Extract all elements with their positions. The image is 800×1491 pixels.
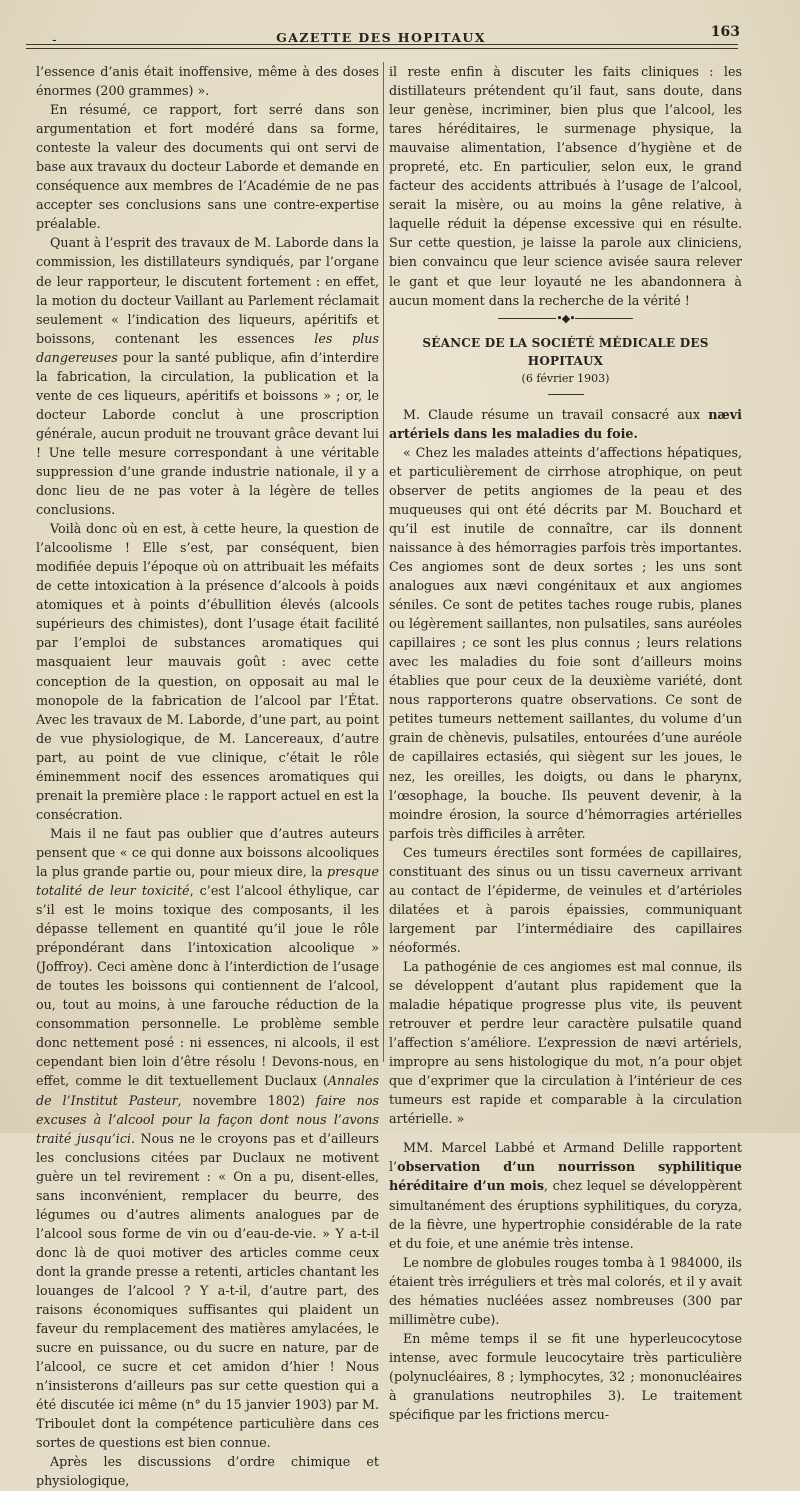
paragraph <box>389 405 742 443</box>
section-date: (6 février 1903) <box>521 371 610 385</box>
text-run: , c’est l’alcool éthylique, car s’il est le moins toxique des composants, il les dépasse tellement en quantité qu’il joue le rôle prépondérant dans l’intoxication alcoolique » (Joffroy). Ceci amène donc à l’interdiction de l’usage de toutes les boissons qui contiennent de l’alcool, ou, tout au moins, à une farouche réduction de la consommation personnelle. Le problème semble donc nettement posé : ni essences, ni alcools, il est cependant bien loin d’être résolu ! Devons-nous, en effet, comme le dit textuellement Duclaux ( <box>36 883 380 1089</box>
header-rule-thin <box>26 48 738 49</box>
page-number: 163 <box>710 24 740 40</box>
paragraph: Ces tumeurs érectiles sont formées de capillaires, constituant des sinus ou un tissu caverneux arrivant au contact de l’épiderme, de veinules et d’artérioles dilatées et à parois épaissies, communiquant largement par l’intermédiaire des capillaires néoformés. <box>389 844 742 955</box>
text-run: , novembre 1802) <box>177 1092 316 1108</box>
text-run: Quant à l’esprit des travaux de M. Laborde dans la commission, les distillateurs syndiqués, par l’organe de leur rapporteur, le discutent fortement : en effet, la motion du docteur Vaillant au Parlement réclamait seulement « l’indication des liqueurs, apéritifs et boissons, contenant les essences <box>36 235 379 346</box>
text-run: M. Claude résume un travail consacré aux <box>403 406 709 422</box>
header-rule-thick <box>26 44 738 45</box>
bold-run: nævi artériels dans les maladies du foie. <box>389 406 742 441</box>
paragraph: Après les discussions d’ordre chimique et physiologique, <box>36 1454 379 1489</box>
right-intro-paragraph: il reste enfin à discuter les faits cliniques : les distillateurs prétendent qu’il faut, sans doute, dans leur genèse, incriminer, bien plus que l’alcool, les tares héréditaires, le surmenage physique, la mauvaise alimentation, l’absence d’hygiène et de propreté, etc. En particulier, selon eux, le grand facteur des accidents attribués à l’usage de l’alcool, serait la misère, ou au moins la gêne relative, à laquelle réduit la dépense excessive qui en résulte. Sur cette question, je laisse la parole aux cliniciens, bien convaincu que leur science avisée saura relever le gant et que leur loyauté ne les abandonnera à aucun moment dans la recherche de la vérité ! <box>389 64 742 308</box>
paragraph <box>36 233 379 519</box>
paragraph: En résumé, ce rapport, fort serré dans son argumentation et fort modéré dans sa forme, conteste la valeur des documents qui ont servi de base aux travaux du docteur Laborde et demande en conséquence aux membres de l’Académie de ne pas accepter ses conclusions sans une contre-expertise préalable. <box>36 102 379 232</box>
text-run: Mais il ne faut pas oublier que d’autres auteurs pensent que « ce qui donne aux boissons alcooliques la plus grande partie ou, pour mieux dire, la <box>36 825 379 879</box>
paragraph: l’essence d’anis était inoffensive, même à des doses énormes (200 grammes) ». <box>36 64 379 99</box>
header-mark: - <box>52 32 57 48</box>
paragraph <box>389 1138 742 1252</box>
left-column <box>36 62 379 1491</box>
paragraph: « Chez les malades atteints d’affections hépatiques, et particulièrement de cirrhose atrophique, on peut observer de petits angiomes de la peau et des muqueuses qui ont été décrits par M. Bouchard et qu’il est inutile de connaître, car ils donnent naissance à des hémorragies parfois très importantes. Ces angiomes sont de deux sortes ; les uns sont analogues aux nævi congénitaux et aux angiomes séniles. Ce sont de petites taches rouge rubis, planes ou légèrement saillantes, non pulsatiles, sans auréoles capillaires ; ce sont les plus connus ; leurs relations avec les maladies du foie sont d’ailleurs moins établies que pour ceux de la deuxième variété, dont nous rapporterons quatre observations. Ce sont de petites tumeurs nettement saillantes, du volume d’un grain de chènevis, pulsatiles, entourées d’une auréole de capillaires ectasiés, qui siègent sur les joues, le nez, les oreilles, les doigts, ou dans le pharynx, l’œsophage, la bouche. Ils peuvent devenir, à la moindre érosion, la source d’hémorragies artérielles parfois très difficiles à arrêter. <box>389 444 742 841</box>
paragraph: En même temps il se fit une hyperleucocytose intense, avec formule leucocytaire très particulière (polynucléaires, 8 ; lymphocytes, 32 ; mononucléaires à granulations neutrophiles 3). Le traitement spécifique par les frictions mercu- <box>389 1330 742 1423</box>
italic-run: faire nos excuses à l’alcool pour la façon dont nous l’avons traité jusqu’ici <box>36 1092 379 1146</box>
text-run: MM. Marcel Labbé et Armand Delille rapportent l’ <box>389 1140 742 1175</box>
text-run: . Nous ne le croyons pas et d’ailleurs les conclusions citées par Duclaux ne motivent guère un tel revirement : « On a pu, disent-elles, sans inconvénient, remplacer du beurre, des légumes ou d’autres aliments analogues par de l’alcool sous forme de vin ou d’eau-de-vie. » Y a-t-il donc là de quoi motiver des articles comme ceux dont la grande presse a retenti, articles chantant les louanges de l’alcool ? Y a-t-il, d’autre part, des raisons économiques suffisantes qui plaident un faveur du remplacement des matières amylacées, le sucre en puissance, ou du sucre en nature, par de l’alcool, ce sucre et cet amidon d’hier ! Nous n’insisterons d’ailleurs pas sur cette question qui a été discutée ici même (n° du 15 janvier 1903) par M. Triboulet dont la compétence particulière dans ces sortes de questions est bien connue. <box>36 1130 379 1451</box>
section-title: SÉANCE DE LA SOCIÉTÉ MÉDICALE DES HOPITAUX <box>422 335 709 368</box>
paragraph: La pathogénie de ces angiomes est mal connue, ils se développent d’autant plus rapidement que la maladie hépatique progresse plus vite, ils peuvent retrouver et perdre leur caractère pulsatile quand l’affection s’améliore. L’expression de nævi artériels, impropre au sens histologique du mot, n’a pour objet que d’exprimer que la circulation à l’intérieur de ces tumeurs est rapide et comparable à la circulation artérielle. » <box>389 958 742 1127</box>
column-separator <box>383 62 384 1062</box>
text-run: , chez lequel se développèrent simultanément des éruptions syphilitiques, du coryza, de la fièvre, une hypertrophie considérable de la rate et du foie, et une anémie très intense. <box>389 1178 743 1251</box>
paragraph: Voilà donc où en est, à cette heure, la question de l’alcoolisme ! Elle s’est, par conséquent, bien modifiée depuis l’époque où on attribuait les méfaits de cette intoxication à la présence d’alcools à poids atomiques et à points d’ébullition élevés (alcools supérieurs des chimistes), dont l’usage était facilité par l’emploi de substances aromatiques qui masquaient leur mauvais goût : avec cette conception de la question, on opposait au mal le monopole de la fabrication de l’alcool par l’État. Avec les travaux de M. Laborde, d’une part, au point de vue physiologique, de M. Lancereaux, d’autre part, au point de vue clinique, c’était le rôle éminemment nocif des essences aromatiques qui prenait la première place : le rapport actuel en est la consécration. <box>36 521 379 822</box>
italic-run: les plus dangereuses <box>36 330 379 365</box>
italic-run: presque totalité de leur toxicité <box>36 863 379 899</box>
right-column <box>389 62 742 1424</box>
section-ornament: •◆• <box>389 312 742 326</box>
italic-run: Annales de l’Institut Pasteur <box>36 1073 379 1108</box>
paragraph: Le nombre de globules rouges tomba à 1 984000, ils étaient très irréguliers et très mal colorés, et il y avait des hématies nucléées assez nombreuses (300 par millimètre cube). <box>389 1254 742 1327</box>
right-column-body <box>389 405 742 1424</box>
journal-title: GAZETTE DES HOPITAUX <box>276 30 486 45</box>
section-rule <box>548 394 584 395</box>
text-run: pour la santé publique, afin d’interdire la fabrication, la circulation, la publication et la vente de ces liqueurs, apéritifs et boissons » ; or, le docteur Laborde conclut à une proscription générale, aucun produit ne trouvant grâce devant lui ! Une telle mesure correspondant à une véritable suppression d’une grande industrie nationale, il y a donc lieu de ne pas voter à la légère de telles conclusions. <box>36 349 379 518</box>
bold-run: observation d’un nourrisson syphilitique héréditaire d’un mois <box>389 1159 742 1194</box>
paragraph <box>36 824 379 1453</box>
